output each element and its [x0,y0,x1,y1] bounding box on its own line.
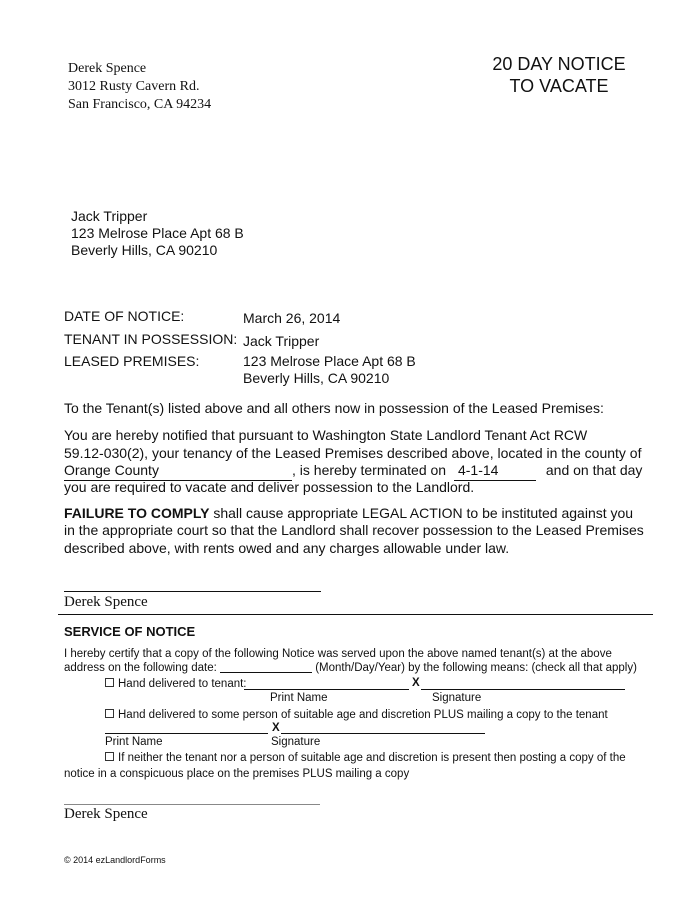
option2-checkbox[interactable] [105,709,114,718]
option2-signature-label: Signature [271,736,321,748]
option1-print-name-line[interactable] [244,689,409,690]
option1-signature-label: Signature [432,692,482,704]
landlord-address-line1: 3012 Rusty Cavern Rd. [68,79,200,94]
notice-line3: Orange County , is hereby terminated on 4-1-14 and on that day [64,461,642,481]
option1-x-mark: X [412,677,420,689]
option1-checkbox[interactable] [105,678,114,687]
date-of-notice-value: March 26, 2014 [243,310,341,326]
notice-line4: you are required to vacate and deliver possession to the Landlord. [64,479,475,495]
county-field[interactable]: Orange County [64,461,292,481]
option2-x-mark: X [272,722,280,734]
section-divider [58,614,653,615]
landlord-name: Derek Spence [68,61,147,76]
tenant-address-line2: Beverly Hills, CA 90210 [71,242,218,258]
certify-line2: address on the following date: (Month/Day/Year) by the following means: (check all that apply) [64,662,637,674]
tenant-in-possession-label: TENANT IN POSSESSION: [64,331,238,347]
tenant-name: Jack Tripper [71,208,148,224]
date-of-notice-label: DATE OF NOTICE: [64,308,185,324]
option1-print-name-label: Print Name [270,692,328,704]
leased-premises-label: LEASED PREMISES: [64,353,200,369]
signature-name-1: Derek Spence [64,594,148,610]
notice-title-line2: TO VACATE [509,76,609,96]
leased-premises-value-line2: Beverly Hills, CA 90210 [243,370,390,386]
option3-checkbox[interactable] [105,752,114,761]
option2-signature-line[interactable] [281,733,485,734]
option2-print-name-label: Print Name [105,736,163,748]
leased-premises-value-line1: 123 Melrose Place Apt 68 B [243,353,416,369]
option-hand-delivered-tenant[interactable]: Hand delivered to tenant: [105,677,247,691]
option-hand-delivered-other[interactable]: Hand delivered to some person of suitable age and discretion PLUS mailing a copy to the tenant [105,708,608,722]
failure-line2: in the appropriate court so that the Landlord shall recover possession to the Leased Premises [64,522,644,538]
service-of-notice-heading: SERVICE OF NOTICE [64,624,196,639]
signature-name-2: Derek Spence [64,806,148,822]
failure-to-comply-heading: FAILURE TO COMPLY [64,505,210,521]
option3-line2: notice in a conspicuous place on the premises PLUS mailing a copy [64,768,410,780]
certify-line1: I hereby certify that a copy of the following Notice was served upon the above named tenant(s) at the above [64,648,612,660]
option-posting-notice[interactable]: If neither the tenant nor a person of suitable age and discretion is present then posting a copy of the [105,751,626,765]
intro-paragraph: To the Tenant(s) listed above and all others now in possession of the Leased Premises: [64,400,604,416]
failure-line1: FAILURE TO COMPLY shall cause appropriate LEGAL ACTION to be instituted against you [64,505,634,521]
termination-date-field[interactable]: 4-1-14 [454,461,536,481]
notice-line1: You are hereby notified that pursuant to Washington State Landlord Tenant Act RCW [64,427,588,443]
notice-title-line1: 20 DAY NOTICE [492,54,626,74]
notice-line2: 59.12-030(2), your tenancy of the Leased Premises described above, located in the county of [64,445,642,461]
tenant-address-line1: 123 Melrose Place Apt 68 B [71,225,244,241]
option2-print-name-line[interactable] [105,733,268,734]
tenant-in-possession-value: Jack Tripper [243,333,320,349]
option1-signature-line[interactable] [421,689,625,690]
copyright-footer: © 2014 ezLandlordForms [64,855,166,865]
failure-line3: described above, with rents owed and any charges allowable under law. [64,540,510,556]
landlord-signature-line[interactable] [64,591,321,592]
landlord-address-line2: San Francisco, CA 94234 [68,97,212,112]
service-date-field[interactable] [220,661,312,673]
